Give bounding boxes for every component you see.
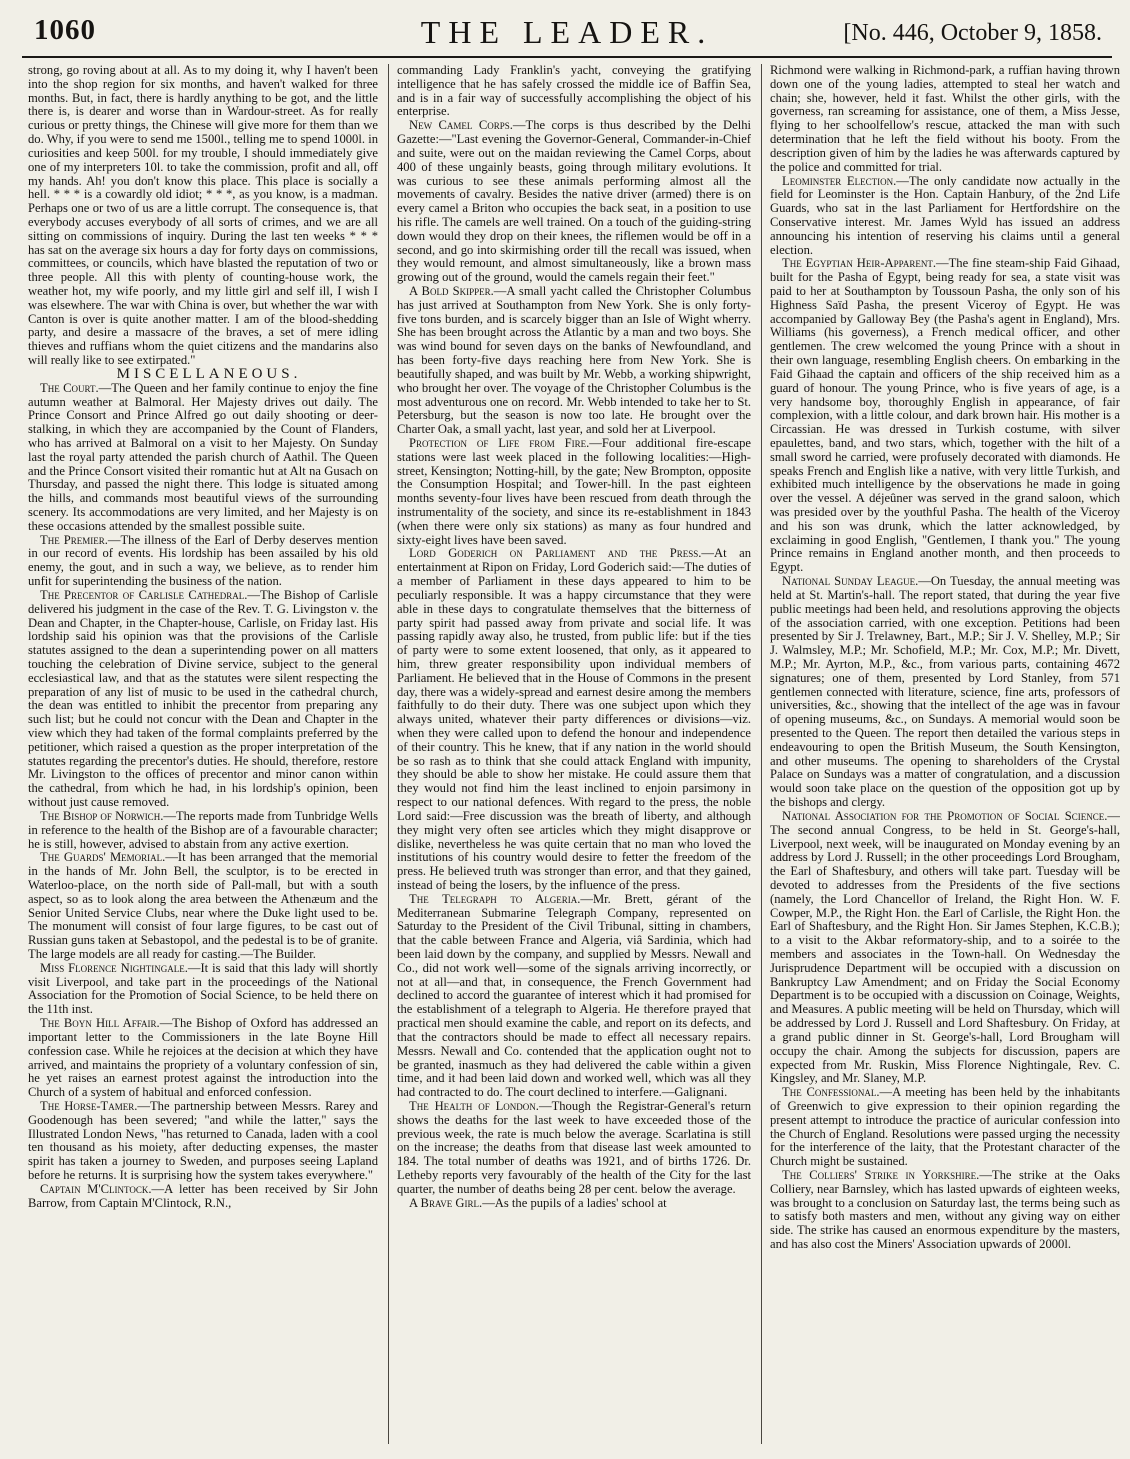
article-body: —At an entertainment at Ripon on Friday, Lord Goderich said:—The duties of a member of Parliament in these days appeared to him to be peculiarly responsible. It was a happy circumstance that they were able in these days to congratulate themselves that the bitterness of party spirit had passed away from private and social life. It was passing rapidly away also, he trusted, from public life: but if the ties of party were to some extent loosened, that only, as it appeared to him, threw greater responsibility upon individual members of Parliament. He believed that in the House of Commons in the present day, there was a widely-spread and earnest desire among the members faithfully to do their duty. There was one subject upon which they always united, whatever their party differences or divisions—viz. when they were called upon to defend the honour and independence of their country. This he knew, that if any nation in the world should be so rash as to think that she could attack England with impunity, they should be able to show her mistake. He could assure them that they would not find him the least inclined to enjoin parsimony in respect to our national defences. With regard to the press, the noble Lord said:—Free discussion was the breath of liberty, and although they might very often see articles which they might disapprove or dislike, nevertheless he was quite certain that no man who loved the institutions of his country would desire to fetter the freedom of the press. He believed truth was stronger than error, and that they gained, instead of being the losers, by the influence of the press.: [397, 546, 751, 892]
article-sunday-league: [770, 575, 1120, 810]
section-title: MISCELLANEOUS.: [116, 365, 302, 382]
article-heading: New Camel Corps.: [409, 118, 513, 133]
article-heading: National Association for the Promotion of Social Science.: [782, 808, 1108, 823]
article-heading: The Boyn Hill Affair.: [40, 1016, 160, 1031]
article-body: —The Bishop of Oxford has addressed an important letter to the Commissioners in the late Boyne Hill confession case. While he rejoices at the decision at which they have arrived, and maintains the propriety of a voluntary confession of sin, he yet raises an earnest protest against the introduction into the Church of a system of habitual and enforced confession.: [28, 1016, 378, 1100]
article-body: —Four additional fire-escape stations were last week placed in the following localities:—High-street, Kensington; Notting-hill, by the gate; New Brompton, opposite the Consumption Hospital; and Tower-hill. In the past eighteen months seventy-four lives have been rescued from death through the instrumentality of the society, and since its re-establishment in 1843 (when there were only six stations) as many as four hundred and sixty-eight lives have been saved.: [397, 435, 751, 547]
article-body: —As the pupils of a ladies' school at: [482, 1195, 667, 1210]
article-florence-nightingale: [28, 962, 378, 1017]
article-brave-girl: [397, 1197, 751, 1211]
article-heading: A Brave Girl.: [409, 1195, 483, 1210]
article-lord-goderich: [397, 547, 751, 892]
article-body: —The partnership between Messrs. Rarey and Goodenough has been severed; "and while the latter," says the Illustrated London News, "has returned to Canada, laden with a cool ten thousand as his moiety, after deducting expenses, the master spirit has taken a journey to Sweden, and purposes seeing Lapland before he returns. It is surprising how the system takes everywhere.": [28, 1098, 378, 1182]
article-social-science: [770, 810, 1120, 1086]
article-body: —The fine steam-ship Faid Gihaad, built for the Pasha of Egypt, being ready for sea, a state visit was paid to her at Southampton by Toussoun Pasha, the only son of his Highness Saïd Pasha, the present Viceroy of Egypt. He was accompanied by Galloway Bey (the Pasha's agent in England), Mrs. Williams (his governess), a French medical officer, and other gentlemen. The crew welcomed the young Prince with a shout in their own language, resembling English cheers. On embarking in the Faid Gihaad the captain and officers of the ship received him as a guard of honour. The young Prince, who is five years of age, is a very handsome boy, thoroughly English in appearance, of fair complexion, with a little colour, and dark brown hair. His mother is a Circassian. He was dressed in Turkish costume, with silver epaulettes, band, and two stars, which, together with the hilt of a small sword he carried, were profusely decorated with diamonds. He speaks French and English like a native, with very little Turkish, and exhibited much intelligence by the observations he made in going over the vessel. A déjeûner was served in the grand saloon, which was presided over by the youthful Pasha. The health of the Viceroy and his son was drunk, which the latter acknowledged, by exclaiming in good English, "Gentlemen, I thank you." The young Prince remains in England another month, and then proceeds to Egypt.: [770, 256, 1120, 575]
article-continuation: strong, go roving about at all. As to my doing it, why I haven't been into the shop region for six months, and haven't walked for three months. But, in fact, there is hardly anything to be got, and the little there is, is dearer and worse than in Wardour-street. As for really curious or pretty things, the Chinese will give more for them than we do. Why, if you were to send me 1500l., telling me to spend 1000l. in curiosities and keep 500l. for my trouble, I should immediately give one of my interpreters 10l. to take the commission, profit and all, off my hands. Ah! you don't know this place. This place is socially a hell. * * * is a cowardly old idiot; * * *, as you know, is a madman. Perhaps one or two of us are a little corrupt. The consequence is, that everybody accuses everybody of all sorts of crimes, and we are all sitting on commissions of inquiry. During the last ten weeks * * * has sat on the average six hours a day for forty days on commissions, committees, or councils, which have blasted the reputation of two or three people. All this with plenty of counting-house work, the weather hot, my wife poorly, and my little girl and self ill, I wish I was elsewhere. The war with China is over, but whether the war with Canton is over is quite another matter. I am of the blood-shedding party, and desire a massacre of the braves, a set of mere idling thieves and ruffians whom the quiet citizens and the mandarins also will really like to see extirpated.": [28, 64, 378, 368]
article-heading: Miss Florence Nightingale.: [40, 960, 188, 975]
article-bold-skipper: [397, 285, 751, 437]
article-continuation: Richmond were walking in Richmond-park, a ruffian having thrown down one of the young ladies, attempted to steal her watch and chain; she, however, held it fast. Whilst the other girls, with the governess, ran screaming for assistance, one of them, a Miss Jesse, flying to her schoolfellow's rescue, attacked the man with such determination that he left the field without his booty. From the description given of him by the ladies he was afterwards captured by the police and committed for trial.: [770, 64, 1120, 174]
column-2: [397, 64, 751, 1446]
masthead: [22, 14, 1112, 58]
newspaper-title: THE LEADER.: [420, 14, 714, 50]
article-heading: The Colliers' Strike in Yorkshire.: [782, 1168, 980, 1182]
article-heading: Lord Goderich on Parliament and the Press.: [409, 546, 702, 561]
article-heading: The Premier.: [40, 532, 108, 547]
article-captain-mclintock: [28, 1183, 378, 1211]
column-rule: [761, 64, 762, 1444]
article-horse-tamer: [28, 1100, 378, 1183]
article-heading: The Horse-Tamer.: [40, 1098, 138, 1113]
article-body: —The Bishop of Carlisle delivered his judgment in the case of the Rev. T. G. Livingston v. the Dean and Chapter, in the Chapter-house, Carlisle, on Friday last. His lordship said his opinion was that the provisions of the Carlisle statutes assigned to the dean a superintending power on all matters touching the celebration of Divine service, subject to the general ecclesiastical law, and that as the statutes were silent respecting the preparation of any list of music to be used in the cathedral church, the dean was entitled to inhibit the precentor from preparing any such list; but he could not concur with the Dean and Chapter in the view which they had taken of the formal complaints preferred by the petitioner, which raised a question as the proper interpretation of the statutes regarding the precentor's duties. He should, therefore, restore Mr. Livingston to the offices of precentor and minor canon within the cathedral, from which he had, in his lordship's opinion, been without just cause removed.: [28, 587, 378, 810]
article-heading: The Egyptian Heir-Apparent.: [782, 256, 936, 271]
article-body: —The Queen and her family continue to enjoy the fine autumn weather at Balmoral. Her Majesty drives out daily. The Prince Consort and Prince Alfred go out daily shooting or deer-stalking, in which they are accompanied by the Count of Flanders, who has arrived at Balmoral on a visit to her Majesty. On Sunday last the royal party attended the parish church of Aathil. The Queen and the Prince Consort visited their romantic hut at Alt na Gusach on Thursday, and passed the night there. This lodge is situated among the hills, and commands most beautiful views of the surrounding scenery. Its accommodations are very limited, and her Majesty is on these occasions attended by the smallest possible suite.: [28, 380, 378, 533]
article-heading: National Sunday League.: [782, 574, 919, 589]
article-colliers-strike: [770, 1169, 1120, 1252]
column-1: [28, 64, 378, 1446]
article-guards-memorial: [28, 851, 378, 962]
column-3: [770, 64, 1120, 1446]
article-body: —On Tuesday, the annual meeting was held at St. Martin's-hall. The report stated, that during the year five public meetings had been held, and resolutions approving the objects of the association carried, with one exception. Petitions had been presented by Sir J. Trelawney, Bart., M.P.; Sir J. V. Shelley, M.P.; Sir J. Walmsley, M.P.; Mr. Schofield, M.P.; Mr. Cox, M.P.; Mr. Divett, M.P.; Mr. Ayrton, M.P., &c., from various parts, containing 4672 signatures; one of them, presented by Lord Stanley, from 571 gentlemen connected with literature, science, fine arts, professors of universities, &c., showing that the intellect of the age was in favour of opening museums, &c., on Sundays. A memorial would soon be presented to the Queen. The report then detailed the various steps in endeavouring to open the British Museum, the South Kensington, and other museums. The opening to shareholders of the Crystal Palace on Sundays was a matter of congratulation, and a discussion would soon take place on the question of the opposition got up by the bishops and clergy.: [770, 574, 1120, 810]
article-heading: The Guards' Memorial.: [40, 850, 166, 865]
article-new-camel-corps: [397, 119, 751, 285]
article-body: —Mr. Brett, gérant of the Mediterranean Submarine Telegraph Company, represented on Saturday to the President of the Civil Tribunal, sitting in chambers, that the cable between France and Algeria, viâ Sardinia, which had been laid down by the company, and supplied by Messrs. Newall and Co., did not work well—some of the signals arriving incorrectly, or not at all—and that, in consequence, the French Government had declined to accord the guarantee of interest which it had promised for the establishment of a telegraph to Algeria. He therefore prayed that practical men should examine the cable, and report on its defects, and that the contractors should be made to effect all necessary repairs. Messrs. Newall and Co. contended that the application ought not to be granted, inasmuch as they had delivered the cable within a given time, and it had been laid down and worked well, which was all they had contracted to do. The court declined to interfere.—Galignani.: [397, 891, 751, 1100]
article-egyptian-heir: [770, 257, 1120, 575]
article-confessional: [770, 1086, 1120, 1169]
article-precentor: [28, 589, 378, 810]
article-boyn-hill-affair: [28, 1017, 378, 1100]
article-body: —The strike at the Oaks Colliery, near Barnsley, which has lasted upwards of eighteen weeks, was brought to a conclusion on Saturday last, the terms being such as to satisfy both masters and men, without any giving way on either side. The strike has caused an enormous expenditure by the masters, and has also cost the Miners' Association upwards of 2000l.: [770, 1168, 1120, 1252]
article-heading: The Confessional.: [782, 1085, 880, 1100]
article-heading: The Telegraph to Algeria.: [409, 891, 581, 906]
article-body: —A small yacht called the Christopher Columbus has just arrived at Southampton from New York. She is only forty-five tons burden, and is scarcely bigger than an Isle of Wight wherry. She has been brought across the Atlantic by a man and two boys. She was wind bound for seven days on the banks of Newfoundland, and has been forty-five days reaching here from New York. She is beautifully shaped, and was built by Mr. Webb, a working shipwright, who brought her over. The voyage of the Christopher Columbus is the most adventurous one on record. Mr. Webb intended to take her to St. Petersburg, but the season is now too late. He brought over the Charter Oak, a small yacht, last year, and sold her at Liverpool.: [397, 284, 751, 437]
article-heading: The Precentor of Carlisle Cathedral.: [40, 587, 248, 602]
page-number: 1060: [34, 14, 96, 46]
article-the-court: [28, 382, 378, 534]
article-body: —It has been arranged that the memorial in the hands of Mr. John Bell, the sculptor, is to be erected in Waterloo-place, on the north side of Pall-mall, but with a south aspect, so as to look along the area between the Athenæum and the Senior United Service Clubs, near where the Duke light used to be. The monument will consist of four large figures, to be cast out of Russian guns taken at Sebastopol, and the pedestal is to be of granite. The large models are all ready for casting.—The Builder.: [28, 850, 378, 961]
article-body: —The illness of the Earl of Derby deserves mention in our record of events. His lordship has been assailed by his old enemy, the gout, and in such a way, we believe, as to render him unfit for superintending the business of the nation.: [28, 532, 378, 589]
article-body: —The reports made from Tunbridge Wells in reference to the health of the Bishop are of a favourable character; he is still, however, advised to abstain from any active exertion.: [28, 808, 378, 851]
article-continuation: commanding Lady Franklin's yacht, conveying the gratifying intelligence that he has safely crossed the middle ice of Baffin Sea, and is in a fair way of successfully accomplishing the object of his enterprise.: [397, 64, 751, 119]
article-body: —A meeting has been held by the inhabitants of Greenwich to give expression to their opinion regarding the present attempt to introduce the practice of auricular confession into the Church of England. Resolutions were passed urging the necessity for the interference of the laity, that the Protestant character of the Church might be sustained.: [770, 1085, 1120, 1169]
article-heading: Protection of Life from Fire.: [409, 435, 590, 450]
article-body: —Though the Registrar-General's return shows the deaths for the last week to have exceeded those of the previous week, the rate is much below the average. Scarlatina is still on the increase; the deaths from that disease last week amounted to 184. The total number of deaths was 1921, and of births 1726. Dr. Letheby reports very favourably of the health of the City for the last quarter, the number of deaths being 28 per cent. below the average.: [397, 1098, 751, 1196]
article-body: —The corps is thus described by the Delhi Gazette:—"Last evening the Governor-General, Commander-in-Chief and suite, were out on the maidan reviewing the Camel Corps, about 400 of these ungainly beasts, going through military evolutions. It was curious to see these animals performing almost all the movements of cavalry. Besides the native driver (armed) there is on every camel a Briton who occupies the back seat, in a position to use his rifle. The camels are well trained. On a touch of the guiding-string down would they drop on their knees, the riflemen would be off in a second, and go into skirmishing order till the recall was issued, when they would remount, and almost simultaneously, like a brown mass growing out of the ground, would the camels regain their feet.": [397, 118, 751, 285]
article-leominster-election: [770, 175, 1120, 258]
article-body: —A letter has been received by Sir John Barrow, from Captain M'Clintock, R.N.,: [28, 1181, 378, 1210]
article-body: —The only candidate now actually in the field for Leominster is the Hon. Captain Hanbury, of the 2nd Life Guards, who sat in the last Parliament for Hertfordshire on the Conservative interest. Mr. James Wyld has issued an address announcing his intention of reserving his claims until a general election.: [770, 173, 1120, 257]
article-the-premier: [28, 534, 378, 589]
article-body: —It is said that this lady will shortly visit Liverpool, and take part in the proceedings of the National Association for the Promotion of Social Science, to be held there on the 11th inst.: [28, 960, 378, 1017]
article-bishop-of-norwich: [28, 810, 378, 851]
article-protection-from-fire: [397, 437, 751, 548]
article-heading: The Health of London.: [409, 1098, 539, 1113]
column-rule: [388, 64, 389, 1444]
article-body: —The second annual Congress, to be held in St. George's-hall, Liverpool, next week, will be inaugurated on Monday evening by an address by Lord J. Russell; in the other proceedings Lord Brougham, the Earl of Shaftesbury, and others will take part. Tuesday will be devoted to addresses from the Presidents of the five sections (namely, the Lord Chancellor of Ireland, the Right Hon. W. F. Cowper, M.P., the Right Hon. the Earl of Carlisle, the Right Hon. the Earl of Shaftesbury, and the Right Hon. Sir James Stephen, K.C.B.); to a visit to the Akbar reformatory-ship, and to a soirée to the members and associates in the Town-hall. On Wednesday the Jurisprudence Department will be occupied with a discussion on Bankruptcy Law Amendment; and on Friday the Social Economy Department is to be occupied with a discussion on Coinage, Weights, and Measures. A public meeting will be held on Thursday, which will be addressed by Lord J. Russell and Lord Shaftesbury. On Friday, at a grand public dinner in St. George's-hall, Lord Brougham will occupy the chair. Among the subjects for discussion, papers are expected from Mr. Ruskin, Miss Florence Nightingale, Rev. C. Kingsley, and Mr. Slaney, M.P.: [770, 808, 1120, 1086]
article-heading: The Court.: [40, 380, 99, 395]
article-heading: The Bishop of Norwich.: [40, 808, 164, 823]
issue-line: [No. 446, October 9, 1858.: [843, 20, 1102, 46]
article-heading: A Bold Skipper.: [409, 284, 494, 298]
article-health-of-london: [397, 1100, 751, 1197]
article-heading: Captain M'Clintock.: [40, 1181, 152, 1196]
article-telegraph-algeria: [397, 893, 751, 1100]
article-heading: Leominster Election.: [782, 173, 897, 188]
